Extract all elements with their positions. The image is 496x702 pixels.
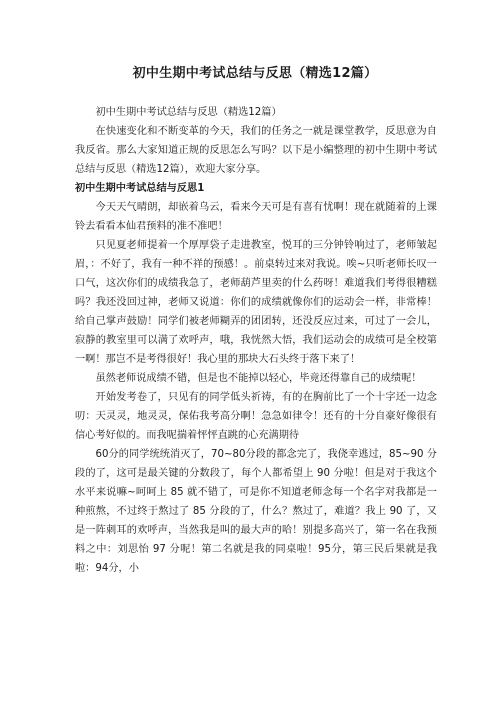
body-paragraph-1: 今天天气晴朗，却嵌着乌云，看来今天可是有喜有忧啊！现在就随着的上课铃去看看本仙君预料的准不准吧！ <box>75 202 437 232</box>
intro-paragraph: 在快速变化和不断变革的今天，我们的任务之一就是课堂教学，反思意为自我反省。那么大家知道正规的反思怎么写吗？以下是小编整理的初中生期中考试总结与反思（精选12篇），欢迎大家分享。 <box>75 126 437 175</box>
body-paragraph-5: 60分的同学统统消灭了，70~80分段的都念完了，我侥幸逃过，85~90 分段的了，这可是最关键的分数段了，每个人都希望上 90 分啦！但是对于我这个水平来说嘛~呵呵上 85 就不错了，可是你不知道老师念每一个名字对我都是一种煎熬，不过终于熬过了 85 分段的了，什么？熬过了，难道？我上 90 了，又是一阵刺耳的欢呼声，当然我是叫的最大声的哈！别提多高兴了，第一名在我预料之中：刘思怡 97 分呢！第二名就是我的同桌啦！95分，第三民后果就是我啦：94分，小 <box>75 449 437 574</box>
body-paragraph-4: 开始发考卷了，只见有的同学低头祈祷，有的在胸前比了一个十字还一边念叨：天灵灵，地灵灵，保佑我考高分啊！急急如律令！还有的十分自豪好像很有信心考好似的。而我呢揣着怦怦直跳的心充满期待 <box>75 392 437 441</box>
body-paragraph-3: 虽然老师说成绩不错，但是也不能掉以轻心，毕竟还得靠自己的成绩呢！ <box>95 373 422 384</box>
document-title: 初中生期中考试总结与反思（精选12篇） <box>132 66 378 81</box>
intro-line: 初中生期中考试总结与反思（精选12篇） <box>95 107 282 118</box>
section-heading: 初中生期中考试总结与反思1 <box>75 183 205 194</box>
body-paragraph-2: 只见夏老师提着一个厚厚袋子走进教室，悦耳的三分钟铃响过了，老师皱起眉，：不好了，我有一种不祥的预感！。前桌转过来对我说。唉~只听老师长叹一口气，这次你们的成绩我急了，老师葫芦里卖的什么药呀！难道我们考得很糟糕吗？我还没回过神，老师又说道：你们的成绩就像你们的运动会一样，非常棒！给自己掌声鼓励！同学们被老师糊弄的团团转，还没反应过来，可过了一会儿，寂静的教室里可以满了欢呼声，哦，我恍然大悟，我们运动会的成绩可是全校第一啊！那岂不是考得很好！我心里的那块大石头终于落下来了！ <box>75 240 437 365</box>
